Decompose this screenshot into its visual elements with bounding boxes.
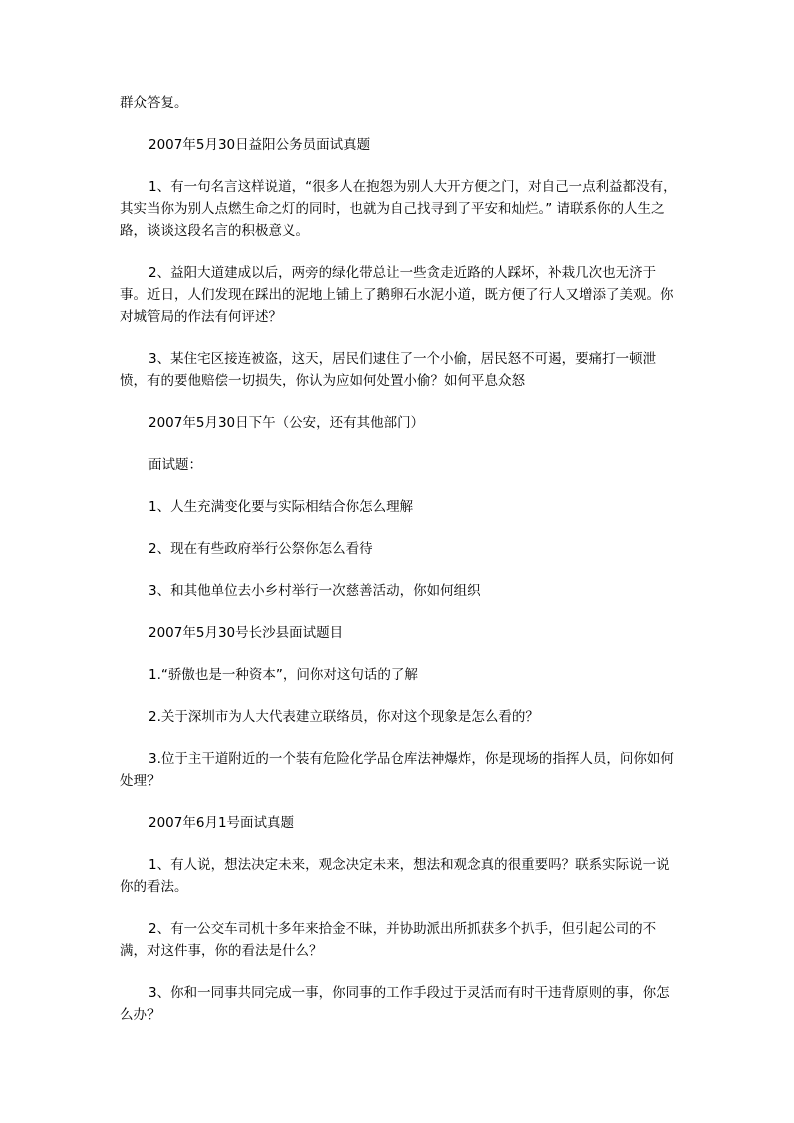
section-heading-yiyang: 2007年5月30日益阳公务员面试真题 [148, 137, 371, 153]
question-afternoon-1: 1、人生充满变化要与实际相结合你怎么理解 [148, 499, 414, 515]
section-heading-changsha: 2007年5月30号长沙县面试题目 [148, 625, 344, 641]
subheading-interview-questions: 面试题： [148, 457, 202, 473]
question-june1-3: 3、你和一同事共同完成一事，你同事的工作手段过于灵活而有时干违背原则的事，你怎么办？ [120, 985, 670, 1023]
question-changsha-1: 1.“骄傲也是一种资本”，问你对这句话的了解 [148, 667, 418, 683]
question-afternoon-2: 2、现在有些政府举行公祭你怎么看待 [148, 541, 373, 557]
question-changsha-3: 3.位于主干道附近的一个装有危险化学品仓库法神爆炸，你是现场的指挥人员，问你如何处理？ [120, 751, 674, 789]
question-afternoon-3: 3、和其他单位去小乡村举行一次慈善活动，你如何组织 [148, 583, 481, 599]
question-june1-2: 2、有一公交车司机十多年来拾金不昧，并协助派出所抓获多个扒手，但引起公司的不满，对这件事，你的看法是什么？ [120, 921, 657, 959]
question-changsha-2: 2.关于深圳市为人大代表建立联络员，你对这个现象是怎么看的？ [148, 709, 539, 725]
section-heading-afternoon: 2007年5月30日下午（公安，还有其他部门） [148, 415, 425, 431]
paragraph-0: 群众答复。 [120, 95, 188, 111]
question-yiyang-2: 2、益阳大道建成以后，两旁的绿化带总让一些贪走近路的人踩坏，补栽几次也无济于事。近日，人们发现在踩出的泥地上铺上了鹅卵石水泥小道，既方便了行人又增添了美观。你对城管局的作法有何评述？ [120, 265, 674, 325]
document-body [120, 92, 680, 1026]
section-heading-june1: 2007年6月1号面试真题 [148, 815, 295, 831]
question-june1-1: 1、有人说，想法决定未来，观念决定未来，想法和观念真的很重要吗？联系实际说一说你的看法。 [120, 857, 670, 895]
question-yiyang-1: 1、有一句名言这样说道，“很多人在抱怨为别人大开方便之门，对自己一点利益都没有，其实当你为别人点燃生命之灯的同时，也就为自己找寻到了平安和灿烂。” 请联系你的人生之路，谈谈这段名言的积极意义。 [120, 179, 677, 239]
question-yiyang-3: 3、某住宅区接连被盗，这天，居民们逮住了一个小偷，居民怒不可遏，要痛打一顿泄愤，有的要他赔偿一切损失，你认为应如何处置小偷？如何平息众怒 [120, 351, 657, 389]
